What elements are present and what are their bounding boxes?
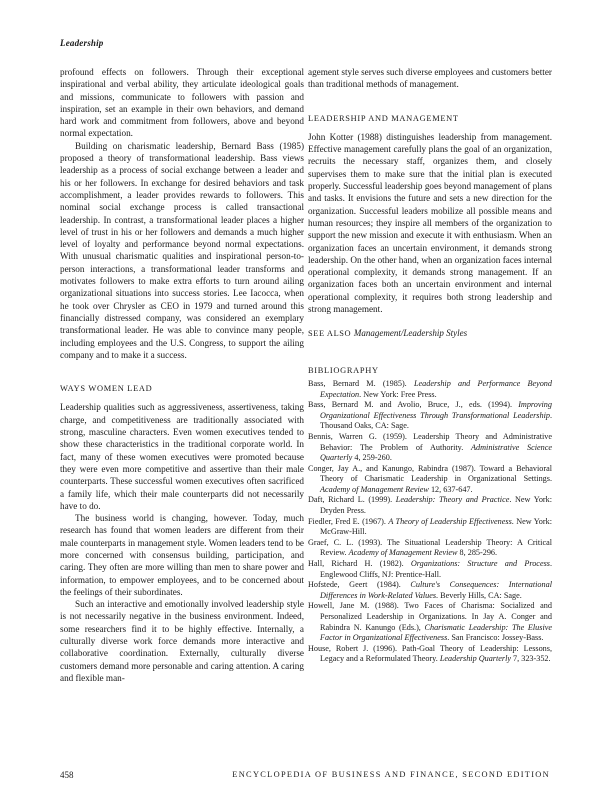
bib-entry-post: . Englewood Cliffs, NJ: Prentice-Hall. xyxy=(320,559,552,579)
bib-entry-title: Administrative Science Quarterly xyxy=(320,442,552,463)
bibliography-entry xyxy=(308,580,552,601)
body-paragraph: Leadership qualities such as aggressiveness, assertiveness, taking charge, and competitiveness are traditionally associated with strong, masculine characters. Even women executives tended to show these characteristics in the traditional corporate world. In fact, many of these women executives were promoted because they were even more competitive and assertive than their male counterparts. These successful women executives often sacrificed a family life, which their male counterparts did not necessarily have to do. xyxy=(60,402,304,511)
page-footer xyxy=(60,770,550,780)
bib-entry-pre: Bennis, Warren G. (1959). Leadership Theory and Administrative Behavior: The Problem of Authority. xyxy=(308,431,552,452)
bibliography-entry xyxy=(308,495,552,516)
bib-entry-post: . New York: Dryden Press. xyxy=(320,495,553,516)
bib-entry-title: Academy of Management Review xyxy=(348,548,458,558)
body-paragraph: agement style serves such diverse employees and customers better than traditional methods of management. xyxy=(308,67,552,90)
bib-entry-title: Culture's Consequences: International Differences in Work-Related Values xyxy=(320,580,552,600)
page-number: 458 xyxy=(60,770,74,780)
bibliography-entry xyxy=(308,538,552,559)
bib-entry-post: 4, 259-260. xyxy=(352,453,392,463)
bibliography-entry xyxy=(308,559,552,580)
body-paragraph: The business world is changing, however. Today, much research has found that women leaders are different from their male counterparts in management style. Women leaders tend to be more concerned with consensus building, participation, and caring. They often are more willing than men to share power and information, to empower employees, and to be concerned about the feelings of their subordinates. xyxy=(60,513,304,597)
running-head: Leadership xyxy=(60,38,104,48)
bib-entry-pre: House, Robert J. (1996). Path-Goal Theory of Leadership: Lessons, Legacy and a Reformulated Theory. xyxy=(308,643,552,664)
bibliography-entry xyxy=(308,644,552,665)
bib-entry-pre: Hall, Richard H. (1982). xyxy=(308,559,411,569)
bib-entry-post: . Beverly Hills, CA: Sage. xyxy=(436,590,522,600)
bib-entry-pre: Graef, C. L. (1993). The Situational Leadership Theory: A Critical Review. xyxy=(308,537,552,558)
bib-entry-post: . San Francisco: Jossey-Bass. xyxy=(447,633,544,643)
bib-entry-post: 7, 323-352. xyxy=(511,654,551,664)
bib-entry-pre: Howell, Jane M. (1988). Two Faces of Charisma: Socialized and Personalized Leadership in Organizations. In Jay A. Conger and Rabindra N. Kanungo (Eds.), xyxy=(308,601,552,632)
body-paragraph: profound effects on followers. Through their exceptional inspirational and verbal ability, they articulate ideological goals and missions, communicate to followers with passion and inspiration, set an example in their own behaviors, and demand hard work and commitment from followers, above and beyond normal expectation. xyxy=(60,67,304,139)
bibliography-entry xyxy=(308,464,552,496)
bibliography-entry xyxy=(308,400,552,432)
bibliography-heading: BIBLIOGRAPHY xyxy=(308,365,379,375)
left-column xyxy=(60,66,304,684)
see-also-link[interactable]: Management/Leadership Styles xyxy=(353,328,468,339)
bibliography-entry xyxy=(308,432,552,464)
bib-entry-title: Leadership Quarterly xyxy=(439,654,511,664)
bibliography-entry xyxy=(308,601,552,643)
bib-entry-pre: Daft, Richard L. (1999). xyxy=(308,495,396,505)
see-also-label: SEE ALSO xyxy=(308,329,352,339)
bib-entry-pre: Bass, Bernard M. and Avolio, Bruce, J., eds. (1994). xyxy=(308,400,519,410)
bib-entry-title: Charismatic Leadership: The Elusive Factor in Organizational Effectiveness xyxy=(320,622,552,643)
bibliography-list xyxy=(308,379,552,665)
bib-entry-post: . New York: Free Press. xyxy=(359,389,437,399)
right-column xyxy=(308,66,552,665)
bib-entry-post: . Thousand Oaks, CA: Sage. xyxy=(320,410,552,431)
bib-entry-pre: Hofstede, Geert (1984). xyxy=(308,580,411,590)
bib-entry-pre: Fiedler, Fred E. (1967). xyxy=(308,516,389,526)
bib-entry-post: 8, 285-296. xyxy=(457,548,498,558)
bib-entry-title: A Theory of Leadership Effectiveness xyxy=(388,516,512,526)
see-also xyxy=(308,327,552,340)
section-heading-leadership-management: LEADERSHIP AND MANAGEMENT xyxy=(308,113,459,123)
bib-entry-title: Organizations: Structure and Process xyxy=(410,559,550,569)
body-paragraph: John Kotter (1988) distinguishes leadership from management. Effective management carefully plans the goal of an organization, recruits the necessary staff, organizes them, and closely supervises them to make sure that the initial plan is executed properly. Successful leadership goes beyond management of plans and tasks. It envisions the future and sets a new direction for the organization. Successful leaders mobilize all possible means and human resources; they inspire all members of the organization to support the new mission and execute it with enthusiasm. When an organization faces an uncertain environment, it demands strong leadership. On the other hand, when an organization faces internal operational complexity, it demands strong management. If an organization faces both an uncertain environment and internal operational complexity, it requires both strong leadership and strong management. xyxy=(308,131,552,315)
bib-entry-title: Leadership: Theory and Practice xyxy=(395,495,510,505)
bib-entry-post: 12, 637-647. xyxy=(428,484,473,494)
bib-entry-pre: Bass, Bernard M. (1985). xyxy=(308,378,414,388)
bib-entry-title: Leadership and Performance Beyond Expectation xyxy=(320,378,552,399)
bibliography-entry xyxy=(308,379,552,400)
bibliography-entry xyxy=(308,517,552,538)
publication-title: ENCYCLOPEDIA OF BUSINESS AND FINANCE, SECOND EDITION xyxy=(232,770,550,779)
bib-entry-pre: Conger, Jay A., and Kanungo, Rabindra (1987). Toward a Behavioral Theory of Charismatic Leadership in Organizational Settings. xyxy=(308,463,552,484)
bib-entry-title: Improving Organizational Effectiveness Through Transformational Leadership xyxy=(320,400,552,420)
section-heading-women-lead: WAYS WOMEN LEAD xyxy=(60,384,153,394)
bib-entry-post: . New York: McGraw-Hill. xyxy=(320,516,552,537)
body-paragraph: Such an interactive and emotionally involved leadership style is not necessarily negative in the business environment. Indeed, some researchers find it to be highly effective. Internally, a culturally diverse work force demands more interactive and collaborative coordination. Externally, culturally diverse customers demand more personable and caring attention. A caring and flexible man- xyxy=(60,599,304,683)
bib-entry-title: Academy of Management Review xyxy=(320,484,429,494)
body-paragraph: Building on charismatic leadership, Bernard Bass (1985) proposed a theory of transformational leadership. Bass views leadership as a process of social exchange between a leader and his or her followers. In exchange for desired behaviors and task accomplishment, a leader provides rewards to followers. This nominal social exchange process is called transactional leadership. In contrast, a transformational leader places a higher level of trust in his or her followers and demands a much higher level of loyalty and performance beyond normal expectations. With unusual charismatic qualities and inspirational person-to-person interactions, a transformational leader transforms and motivates followers to make extra efforts to turn around ailing organizational situations into success stories. Lee Iacocca, when he took over Chrysler as CEO in 1979 and turned around this financially distressed company, was considered an exemplary transformational leader. He was able to convince many people, including employees and the U.S. Congress, to support the ailing company and to make it a success. xyxy=(60,140,304,360)
